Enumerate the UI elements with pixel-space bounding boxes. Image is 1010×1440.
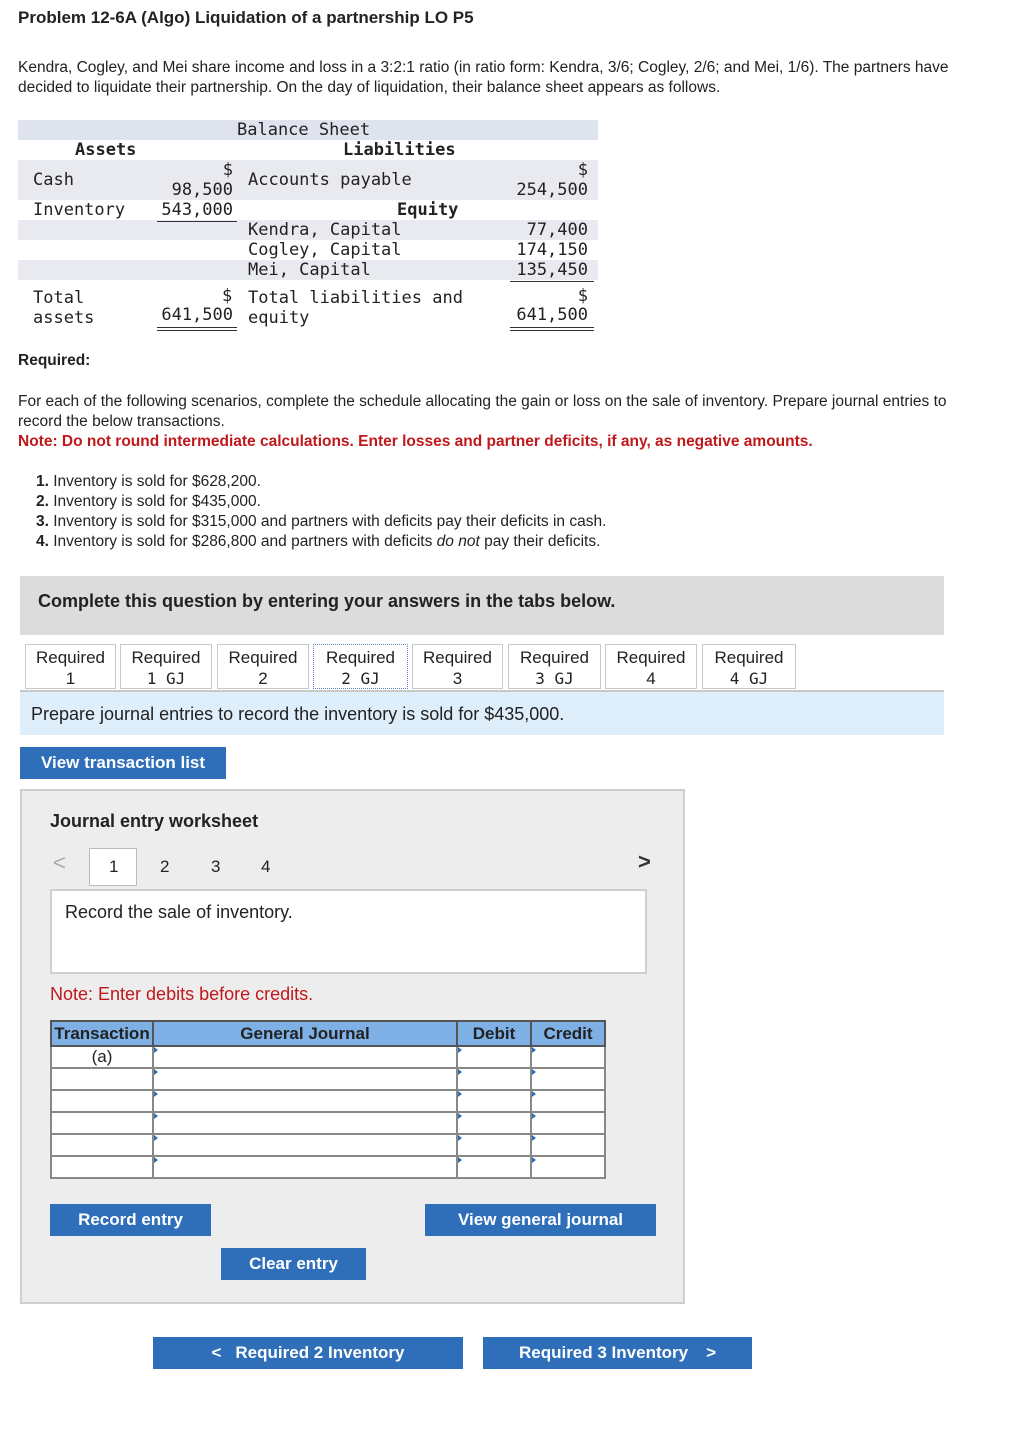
kendra-capital-value: 77,400: [526, 220, 588, 240]
total-assets-value: 641,500: [161, 305, 233, 325]
cash-label: Cash: [33, 170, 74, 190]
instructions-text: For each of the following scenarios, complete the schedule allocating the gain or loss on the sale of inventory. Prepare journal entries to record the below transactions.: [18, 393, 947, 430]
col-credit: Credit: [531, 1021, 605, 1046]
account-input[interactable]: [153, 1156, 457, 1178]
table-row: [51, 1068, 605, 1090]
rounding-note: Note: Do not round intermediate calculations. Enter losses and partner deficits, if any, as negative amounts.: [18, 433, 813, 450]
tab-required-2[interactable]: Required 2: [217, 644, 309, 689]
transaction-cell: [51, 1134, 153, 1156]
account-input[interactable]: [153, 1046, 457, 1068]
account-input[interactable]: [153, 1112, 457, 1134]
debit-input[interactable]: [457, 1090, 531, 1112]
col-debit: Debit: [457, 1021, 531, 1046]
total-liabilities-equity-dollar: $: [577, 286, 588, 306]
account-input[interactable]: [153, 1068, 457, 1090]
transaction-cell: [51, 1090, 153, 1112]
account-input[interactable]: [153, 1090, 457, 1112]
prev-required-label: Required 2 Inventory: [235, 1343, 405, 1362]
table-row: [51, 1156, 605, 1178]
cash-dollar: $: [222, 160, 233, 180]
debit-input[interactable]: [457, 1046, 531, 1068]
debit-input[interactable]: [457, 1112, 531, 1134]
complete-banner-text: Complete this question by entering your answers in the tabs below.: [38, 591, 616, 611]
problem-intro: Kendra, Cogley, and Mei share income and loss in a 3:2:1 ratio (in ratio form: Kendra, 3/6; Cogley, 2/6; and Mei, 1/6). The partners have decided to liquidate their partnership. On the day of liquidation, their balance sheet appears as follows.: [18, 59, 949, 96]
credit-input[interactable]: [531, 1156, 605, 1178]
credit-input[interactable]: [531, 1134, 605, 1156]
record-entry-button[interactable]: Record entry: [50, 1204, 211, 1236]
total-assets-label-1: Total: [33, 288, 85, 308]
tab-required-4-gj[interactable]: Required 4 GJ: [702, 644, 796, 689]
next-page-icon[interactable]: >: [638, 849, 651, 874]
table-row: [51, 1090, 605, 1112]
next-required-button[interactable]: [483, 1337, 752, 1369]
accounts-payable-dollar: $: [577, 160, 588, 180]
tab-required-1-gj[interactable]: Required 1 GJ: [120, 644, 212, 689]
table-row: [51, 1112, 605, 1134]
inventory-value: 543,000: [161, 200, 233, 220]
tab-required-2-gj[interactable]: Required 2 GJ: [313, 644, 408, 689]
clear-entry-button[interactable]: Clear entry: [221, 1248, 366, 1280]
required-heading: Required:: [18, 352, 91, 369]
mei-capital-label: Mei, Capital: [248, 260, 371, 280]
page-number[interactable]: 1: [109, 857, 119, 876]
transaction-cell: [51, 1156, 153, 1178]
cogley-capital-label: Cogley, Capital: [248, 240, 402, 260]
inventory-label: Inventory: [33, 200, 126, 220]
scenario-item: 1. Inventory is sold for $628,200.: [36, 473, 261, 490]
tab-required-4[interactable]: Required 4: [605, 644, 697, 689]
scenario-item: 4. Inventory is sold for $286,800 and partners with deficits do not pay their deficits.: [36, 533, 601, 550]
cogley-capital-value: 174,150: [516, 240, 588, 260]
instructions: [18, 392, 978, 452]
debit-input[interactable]: [457, 1134, 531, 1156]
kendra-capital-label: Kendra, Capital: [248, 220, 402, 240]
inventory-underline: [157, 221, 237, 222]
table-row: [51, 1046, 605, 1068]
transaction-cell: (a): [51, 1046, 153, 1068]
page-number[interactable]: 2: [160, 857, 170, 876]
problem-title: Problem 12-6A (Algo) Liquidation of a partnership LO P5: [18, 8, 474, 27]
assets-header: Assets: [75, 140, 137, 160]
total-liabilities-equity-value: 641,500: [516, 305, 588, 325]
equity-underline: [510, 281, 594, 282]
credit-input[interactable]: [531, 1046, 605, 1068]
scenario-item: 2. Inventory is sold for $435,000.: [36, 493, 261, 510]
prev-required-button[interactable]: [153, 1337, 463, 1369]
table-row: [51, 1134, 605, 1156]
entry-description: Record the sale of inventory.: [65, 902, 293, 922]
view-transaction-list-button[interactable]: View transaction list: [20, 747, 226, 779]
journal-table: [50, 1020, 606, 1179]
next-required-label: Required 3 Inventory: [518, 1343, 689, 1362]
scenario-item: 3. Inventory is sold for $315,000 and partners with deficits pay their deficits in cash.: [36, 513, 607, 530]
account-input[interactable]: [153, 1134, 457, 1156]
col-general-journal: General Journal: [153, 1021, 457, 1046]
credit-input[interactable]: [531, 1068, 605, 1090]
prev-page-icon[interactable]: <: [53, 850, 66, 875]
view-general-journal-button[interactable]: View general journal: [425, 1204, 656, 1236]
col-transaction: Transaction: [51, 1021, 153, 1046]
accounts-payable-value: 254,500: [516, 180, 588, 200]
total-le-double-underline: [510, 327, 594, 331]
mei-capital-value: 135,450: [516, 260, 588, 280]
total-assets-dollar: $: [222, 286, 233, 306]
journal-header-row: [51, 1021, 605, 1046]
page-number[interactable]: 3: [211, 857, 221, 876]
tab-required-3-gj[interactable]: Required 3 GJ: [508, 644, 601, 689]
equity-header: Equity: [397, 200, 459, 220]
debit-input[interactable]: [457, 1156, 531, 1178]
credit-input[interactable]: [531, 1090, 605, 1112]
transaction-cell: [51, 1112, 153, 1134]
chevron-right-icon: >: [706, 1343, 717, 1362]
transaction-cell: [51, 1068, 153, 1090]
worksheet-title: Journal entry worksheet: [50, 811, 259, 831]
page-number[interactable]: 4: [261, 857, 271, 876]
scenario-list: [36, 472, 606, 552]
total-assets-double-underline: [157, 327, 237, 331]
tab-required-1[interactable]: Required 1: [25, 644, 116, 689]
total-liabilities-equity-label-1: Total liabilities and: [248, 288, 463, 308]
accounts-payable-label: Accounts payable: [248, 170, 412, 190]
liabilities-header: Liabilities: [343, 140, 456, 160]
total-assets-label-2: assets: [33, 308, 95, 328]
credit-input[interactable]: [531, 1112, 605, 1134]
tab-required-3[interactable]: Required 3: [412, 644, 503, 689]
prompt-text: Prepare journal entries to record the inventory is sold for $435,000.: [31, 704, 565, 724]
chevron-left-icon: <: [211, 1343, 222, 1362]
debit-input[interactable]: [457, 1068, 531, 1090]
balance-sheet-title: Balance Sheet: [237, 120, 371, 140]
debits-note: Note: Enter debits before credits.: [50, 984, 314, 1004]
cash-value: 98,500: [171, 180, 233, 200]
total-liabilities-equity-label-2: equity: [248, 308, 310, 328]
